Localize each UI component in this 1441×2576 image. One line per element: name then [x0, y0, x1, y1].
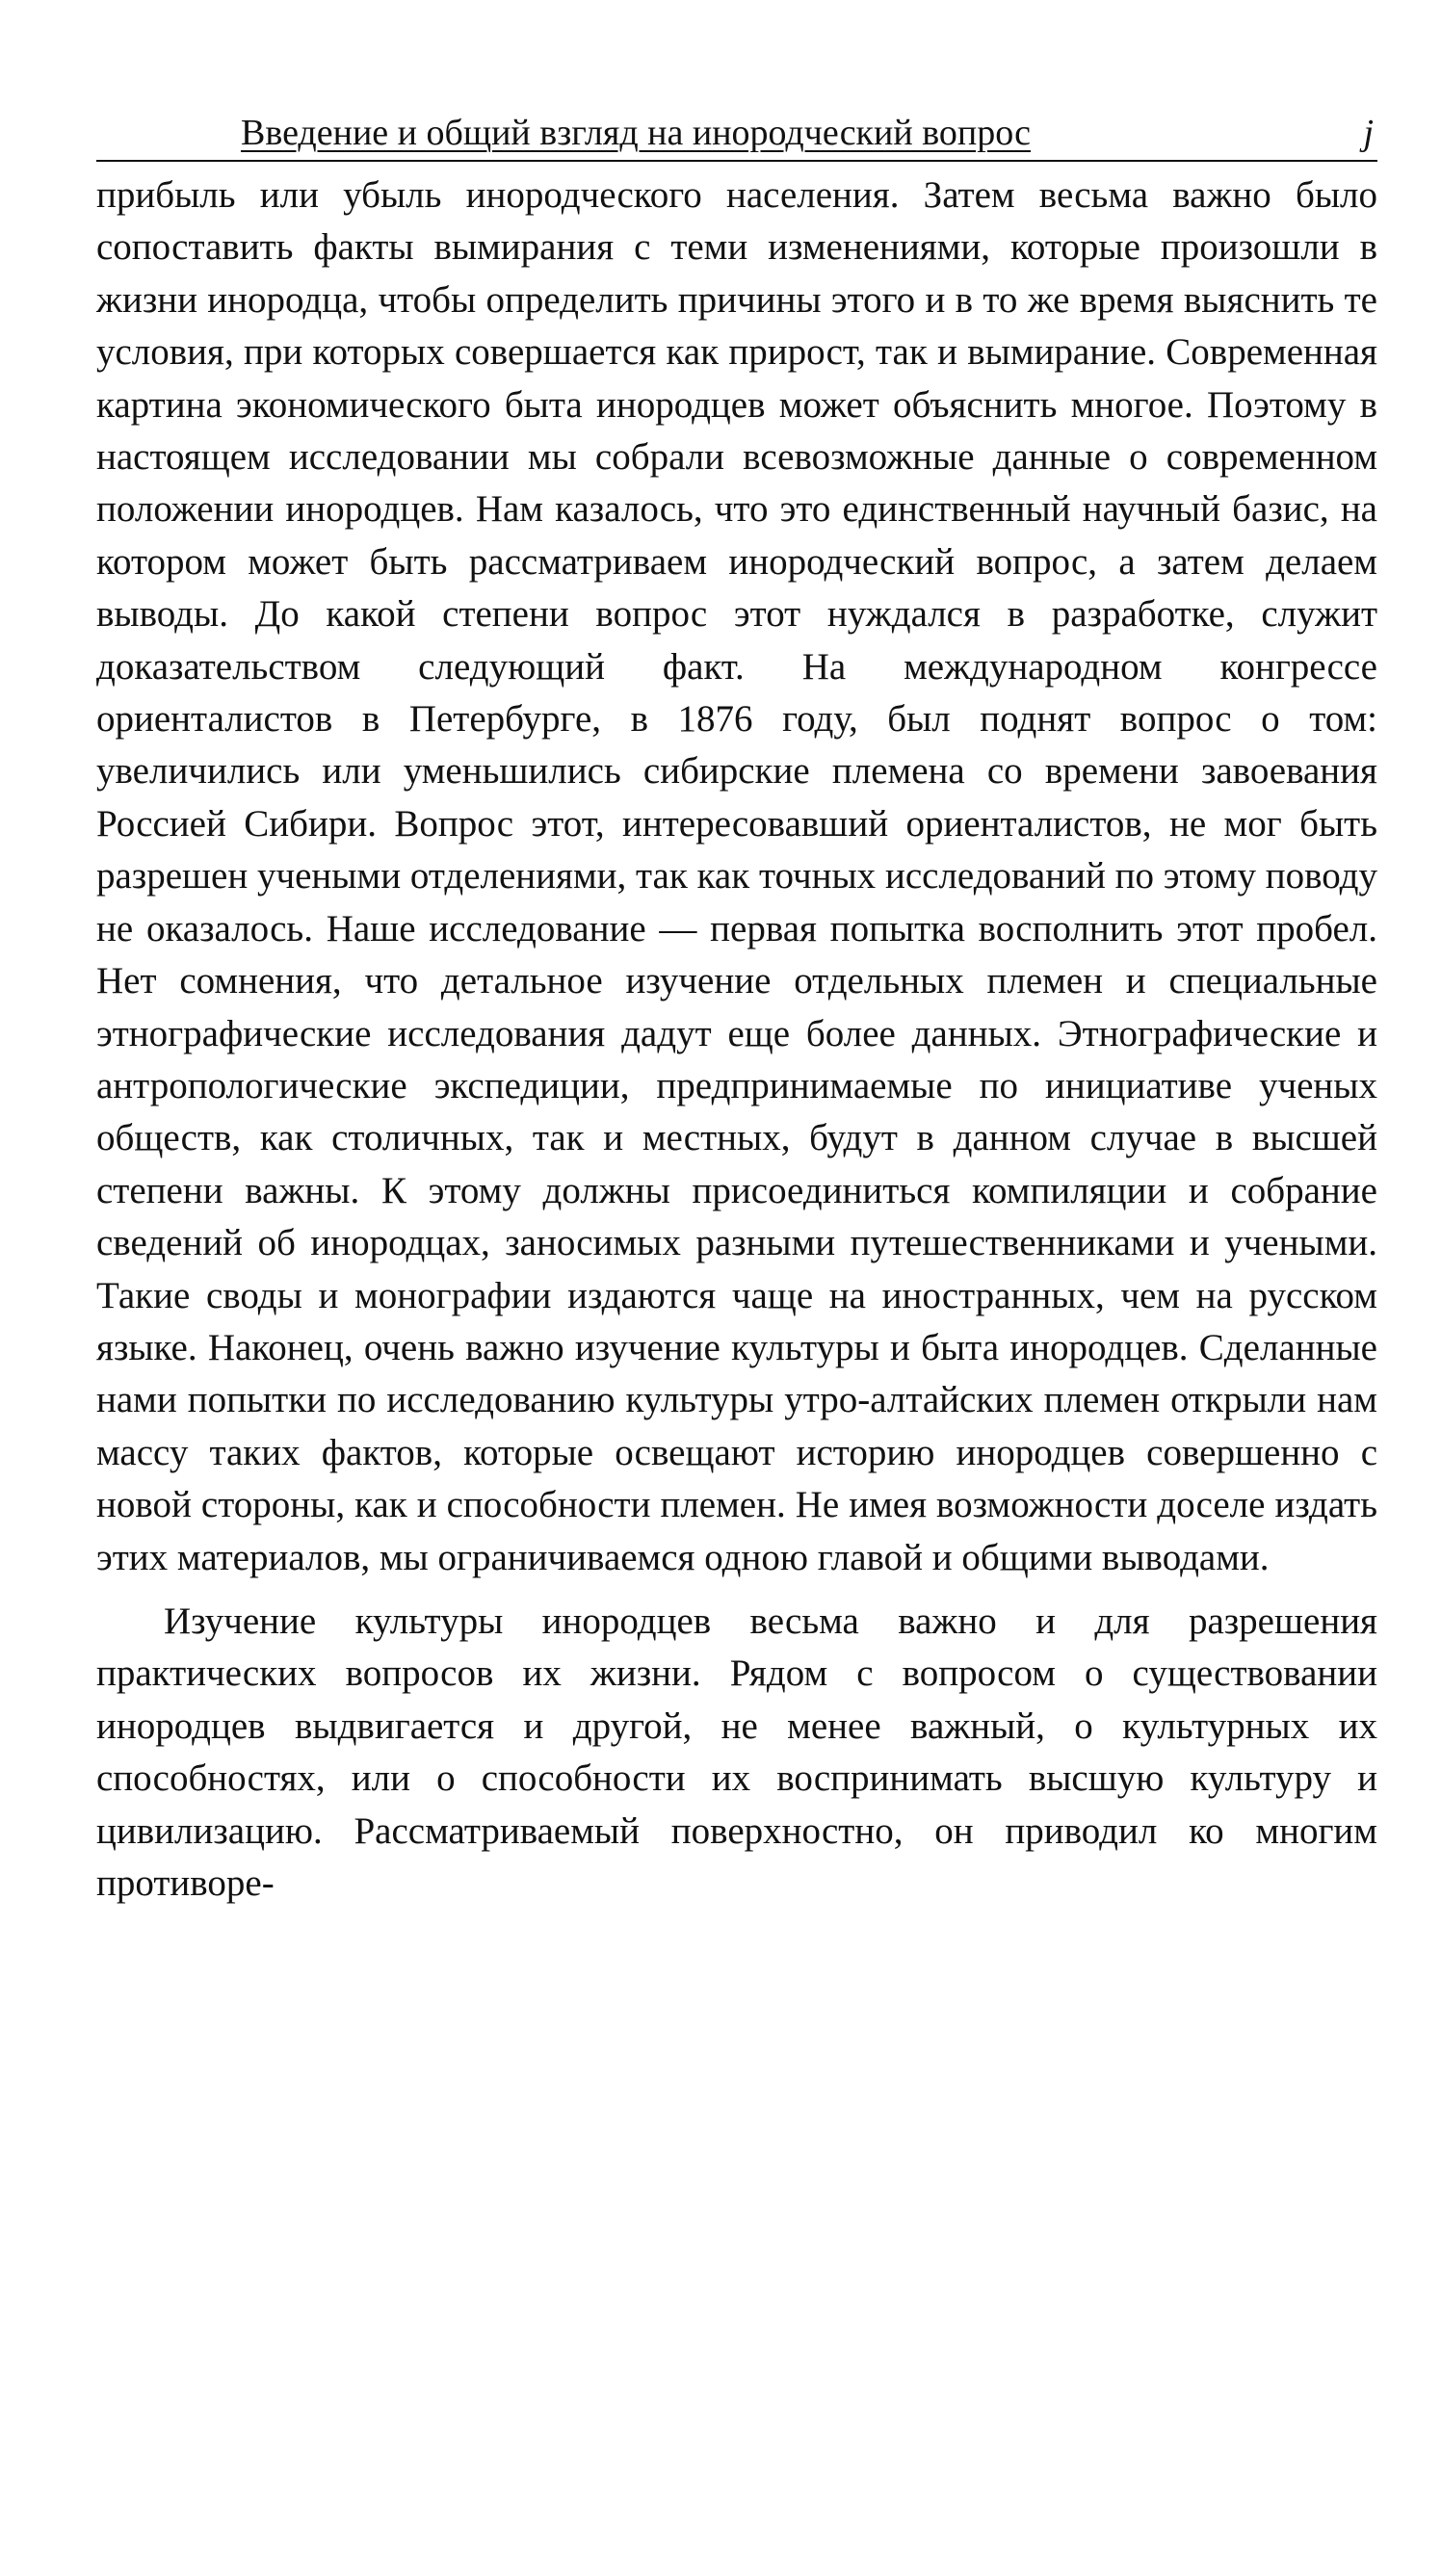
paragraph-1: прибыль или убыль инородческого населения. Затем весьма важно было сопоставить факты вымирания с теми изменениями, которые произошли в жизни инородца, чтобы определить причины этого и в то же время выяснить те условия, при которых совершается как прирост, так и вымирание. Современная картина экономического быта инородцев может объяснить многое. Поэтому в настоящем исследовании мы собрали всевозможные данные о современном положении инородцев. Нам казалось, что это единственный научный базис, на котором может быть рассматриваем инородческий вопрос, а затем делаем выводы. До какой степени вопрос этот нуждался в разработке, служит доказательством следующий факт. На международном конгрессе ориенталистов в Петербурге, в 1876 году, был поднят вопрос о том: увеличились или уменьшились сибирские племена со времени завоевания Россией Сибири. Вопрос этот, интересовавший ориенталистов, не мог быть разрешен учеными отделениями, так как точных исследований по этому поводу не оказалось. Наше исследование — первая попытка восполнить этот пробел. Нет сомнения, что детальное изучение отдельных племен и специальные этнографические исследования дадут еще более данных. Этнографические и антропологические экспедиции, предпринимаемые по инициативе ученых обществ, как столичных, так и местных, будут в данном случае в высшей степени важны. К этому должны присоединиться компиляции и собрание сведений об инородцах, заносимых разными путешественниками и учеными. Такие своды и монографии издаются чаще на иностранных, чем на русском языке. Наконец, очень важно изучение культуры и быта инородцев. Сделанные нами попытки по исследованию культуры утро-алтайских племен открыли нам массу таких фактов, которые освещают историю инородцев совершенно с новой стороны, как и способности племен. Не имея возможности доселе издать этих материалов, мы ограничиваемся одною главой и общими выводами. — [96, 174, 1377, 1578]
paragraph-2: Изучение культуры инородцев весьма важно и для разрешения практических вопросов их жизни. Рядом с вопросом о существовании инородцев выдвигается и другой, не менее важный, о культурных их способностях, или о способности их воспринимать высшую культуру и цивилизацию. Рассматриваемый поверхностно, он приводил ко многим противоре- — [96, 1600, 1377, 1904]
running-header — [96, 112, 1377, 162]
page-number: j — [1363, 113, 1374, 153]
body-text — [96, 169, 1377, 1910]
running-header-title: Введение и общий взгляд на инородческий вопрос — [241, 113, 1032, 153]
book-page — [96, 112, 1377, 1910]
